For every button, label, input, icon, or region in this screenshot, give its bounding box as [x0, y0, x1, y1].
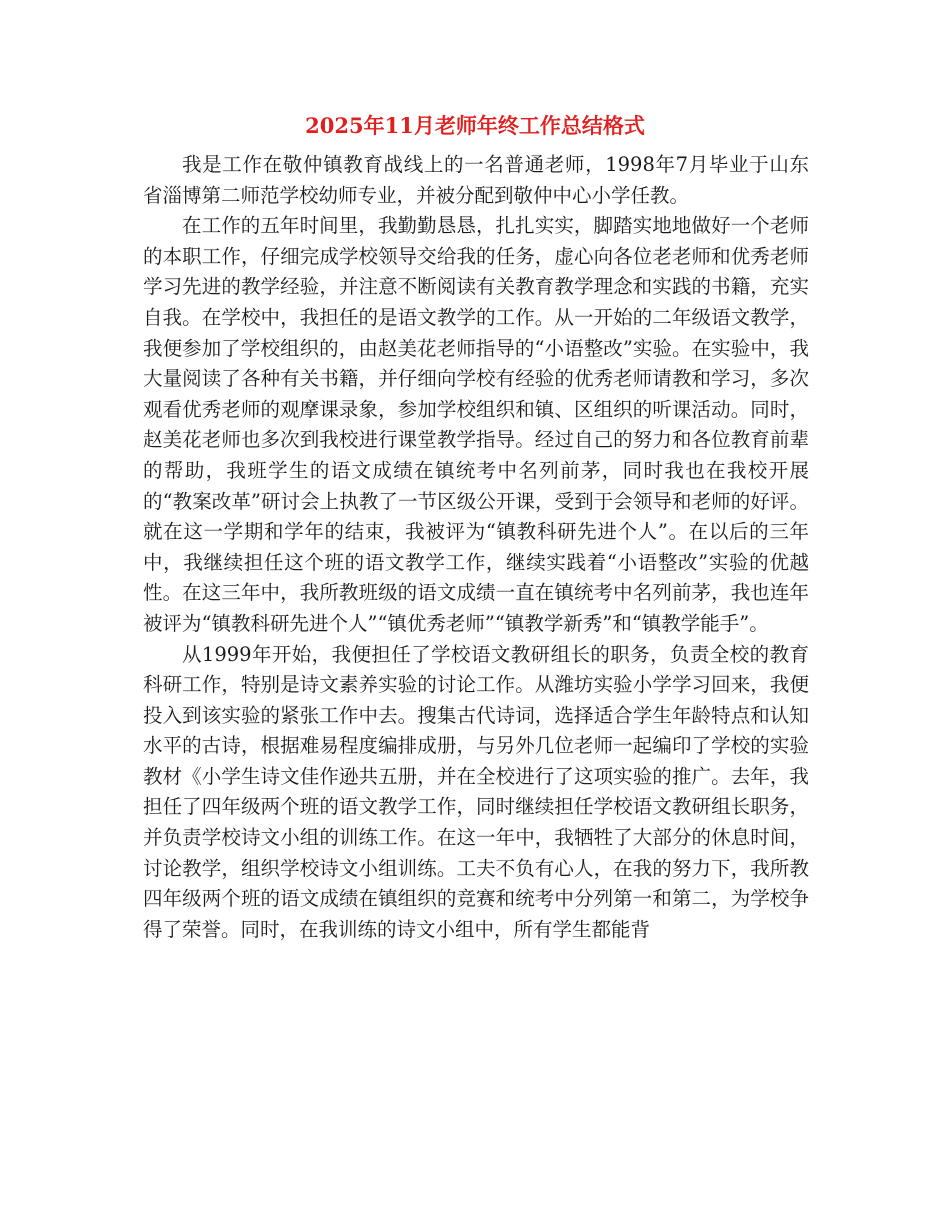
paragraph-1: 我是工作在敬仲镇教育战线上的一名普通老师，1998年7月毕业于山东省淄博第二师范学校幼师专业，并被分配到敬仲中心小学任教。 — [143, 153, 809, 207]
document-title: 2025年11月老师年终工作总结格式 — [305, 113, 645, 138]
paragraph-2: 在工作的五年时间里，我勤勤恳恳，扎扎实实，脚踏实地地做好一个老师的本职工作，仔细完成学校领导交给我的任务，虚心向各位老老师和优秀老师学习先进的教学经验，并注意不断阅读有关教育教学理念和实践的书籍，充实自我。在学校中，我担任的是语文教学的工作。从一开始的二年级语文教学，我便参加了学校组织的，由赵美花老师指导的“小语整改”实验。在实验中，我大量阅读了各种有关书籍，并仔细向学校有经验的优秀老师请教和学习，多次观看优秀老师的观摩课录象，参加学校组织和镇、区组织的听课活动。同时，赵美花老师也多次到我校进行课堂教学指导。经过自己的努力和各位教育前辈的帮助，我班学生的语文成绩在镇统考中名列前茅，同时我也在我校开展的“教案改革”研讨会上执教了一节区级公开课，受到于会领导和老师的好评。就在这一学期和学年的结束，我被评为“镇教科研先进个人”。在以后的三年中，我继续担任这个班的语文教学工作，继续实践着“小语整改”实验的优越性。在这三年中，我所教班级的语文成绩一直在镇统考中名列前茅，我也连年被评为“镇教科研先进个人”“镇优秀老师”“镇教学新秀”和“镇教学能手”。 — [143, 214, 809, 635]
document-body — [143, 150, 809, 945]
paragraph-3: 从1999年开始，我便担任了学校语文教研组长的职务，负责全校的教育科研工作，特别是诗文素养实验的讨论工作。从潍坊实验小学学习回来，我便投入到该实验的紧张工作中去。搜集古代诗词，选择适合学生年龄特点和认知水平的古诗，根据难易程度编排成册，与另外几位老师一起编印了学校的实验教材《小学生诗文佳作逊共五册，并在全校进行了这项实验的推广。去年，我担任了四年级两个班的语文教学工作，同时继续担任学校语文教研组长职务，并负责学校诗文小组的训练工作。在这一年中，我牺牲了大部分的休息时间，讨论教学，组织学校诗文小组训练。工夫不负有心人，在我的努力下，我所教四年级两个班的语文成绩在镇组织的竞赛和统考中分列第一和第二，为学校争得了荣誉。同时，在我训练的诗文小组中，所有学生都能背 — [143, 642, 809, 941]
